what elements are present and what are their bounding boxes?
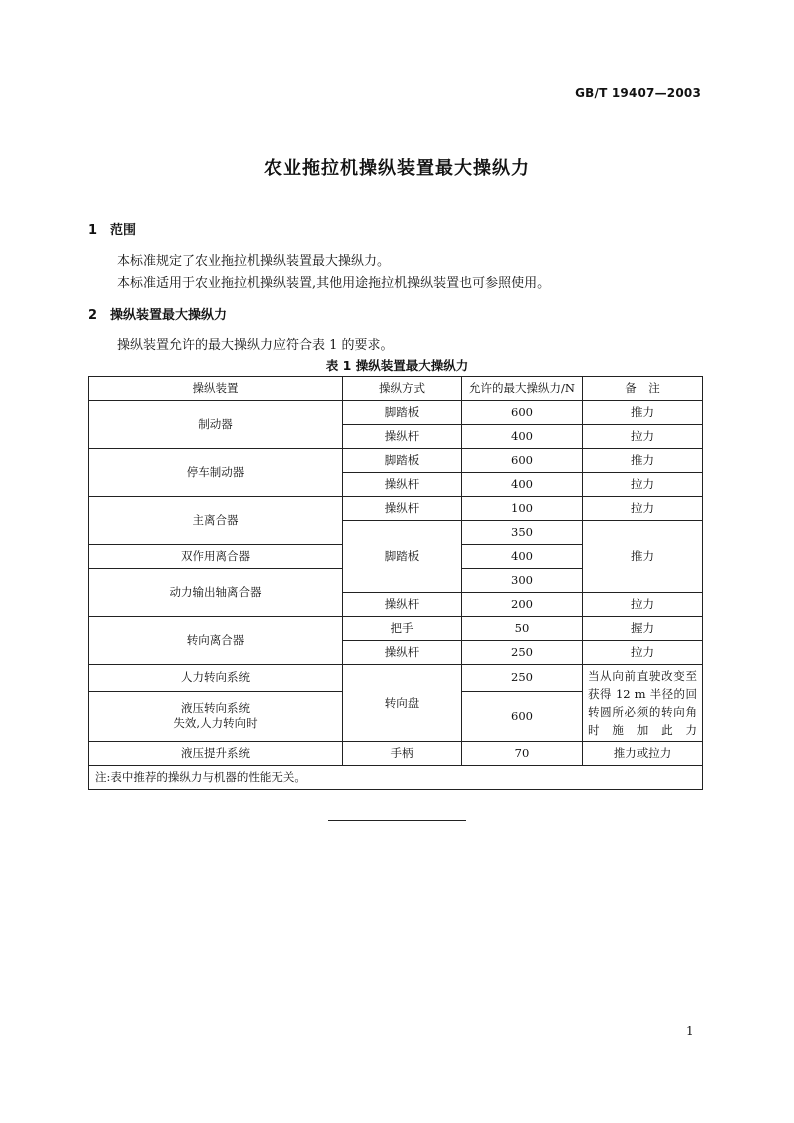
device-line: 失效,人力转向时 <box>173 716 258 731</box>
device-cell: 双作用离合器 <box>89 545 343 569</box>
force-cell: 350 <box>462 521 583 545</box>
remark-cell: 拉力 <box>583 473 703 497</box>
device-cell: 液压提升系统 <box>89 742 343 766</box>
remark-cell: 推力 <box>583 449 703 473</box>
method-cell: 转向盘 <box>343 665 462 742</box>
force-cell: 600 <box>462 691 583 741</box>
section-2-paragraph-1: 操纵装置允许的最大操纵力应符合表 1 的要求。 <box>117 338 394 353</box>
method-cell: 脚踏板 <box>343 449 462 473</box>
remark-cell: 拉力 <box>583 593 703 617</box>
table-row <box>89 401 703 425</box>
header-cell: 备 注 <box>583 377 703 401</box>
method-cell: 操纵杆 <box>343 473 462 497</box>
max-force-table <box>88 376 703 790</box>
device-cell: 制动器 <box>89 401 343 449</box>
force-cell: 400 <box>462 425 583 449</box>
header-cell: 操纵方式 <box>343 377 462 401</box>
section-title: 范围 <box>110 223 137 238</box>
force-cell: 70 <box>462 742 583 766</box>
table-header-row <box>89 377 703 401</box>
force-cell: 50 <box>462 617 583 641</box>
section-title: 操纵装置最大操纵力 <box>110 308 228 323</box>
remark-cell: 推力 <box>583 401 703 425</box>
remark-cell: 推力或拉力 <box>583 742 703 766</box>
force-cell: 600 <box>462 449 583 473</box>
method-cell: 操纵杆 <box>343 641 462 665</box>
method-cell: 操纵杆 <box>343 497 462 521</box>
remark-cell: 推力 <box>583 521 703 593</box>
device-cell: 转向离合器 <box>89 617 343 665</box>
table-row <box>89 497 703 521</box>
standard-number: GB/T 19407—2003 <box>575 86 701 100</box>
remark-cell: 当从向前直驶改变至获得 12 m 半径的回转圆所必须的转向角时施加此力 <box>583 665 703 742</box>
section-number: 1 <box>88 223 98 238</box>
table-note-row <box>89 766 703 790</box>
device-line: 液压转向系统 <box>181 701 250 716</box>
device-cell: 动力输出轴离合器 <box>89 569 343 617</box>
method-cell: 操纵杆 <box>343 425 462 449</box>
section-1-paragraph-2: 本标准适用于农业拖拉机操纵装置,其他用途拖拉机操纵装置也可参照使用。 <box>117 276 551 291</box>
force-cell: 300 <box>462 569 583 593</box>
method-cell: 脚踏板 <box>343 521 462 593</box>
method-cell: 脚踏板 <box>343 401 462 425</box>
table-note: 注:表中推荐的操纵力与机器的性能无关。 <box>89 766 703 790</box>
method-cell: 操纵杆 <box>343 593 462 617</box>
device-cell: 停车制动器 <box>89 449 343 497</box>
force-cell: 600 <box>462 401 583 425</box>
table-row <box>89 665 703 692</box>
method-cell: 把手 <box>343 617 462 641</box>
remark-cell: 拉力 <box>583 497 703 521</box>
device-cell <box>89 691 343 741</box>
force-cell: 200 <box>462 593 583 617</box>
table-caption: 表 1 操纵装置最大操纵力 <box>325 358 469 373</box>
header-cell: 允许的最大操纵力/N <box>462 377 583 401</box>
remark-cell: 握力 <box>583 617 703 641</box>
remark-cell: 拉力 <box>583 425 703 449</box>
section-1-paragraph-1: 本标准规定了农业拖拉机操纵装置最大操纵力。 <box>117 254 391 269</box>
document-title: 农业拖拉机操纵装置最大操纵力 <box>264 158 530 179</box>
device-cell: 主离合器 <box>89 497 343 545</box>
remark-cell: 拉力 <box>583 641 703 665</box>
end-rule <box>328 820 466 821</box>
section-2-heading <box>88 304 227 323</box>
section-1-heading <box>88 219 136 238</box>
force-cell: 100 <box>462 497 583 521</box>
force-cell: 400 <box>462 473 583 497</box>
page-number: 1 <box>686 1024 694 1038</box>
header-cell: 操纵装置 <box>89 377 343 401</box>
force-cell: 400 <box>462 545 583 569</box>
table-row <box>89 617 703 641</box>
force-cell: 250 <box>462 641 583 665</box>
table-row <box>89 449 703 473</box>
device-cell: 人力转向系统 <box>89 665 343 692</box>
section-number: 2 <box>88 308 98 323</box>
table-row <box>89 742 703 766</box>
method-cell: 手柄 <box>343 742 462 766</box>
force-cell: 250 <box>462 665 583 692</box>
